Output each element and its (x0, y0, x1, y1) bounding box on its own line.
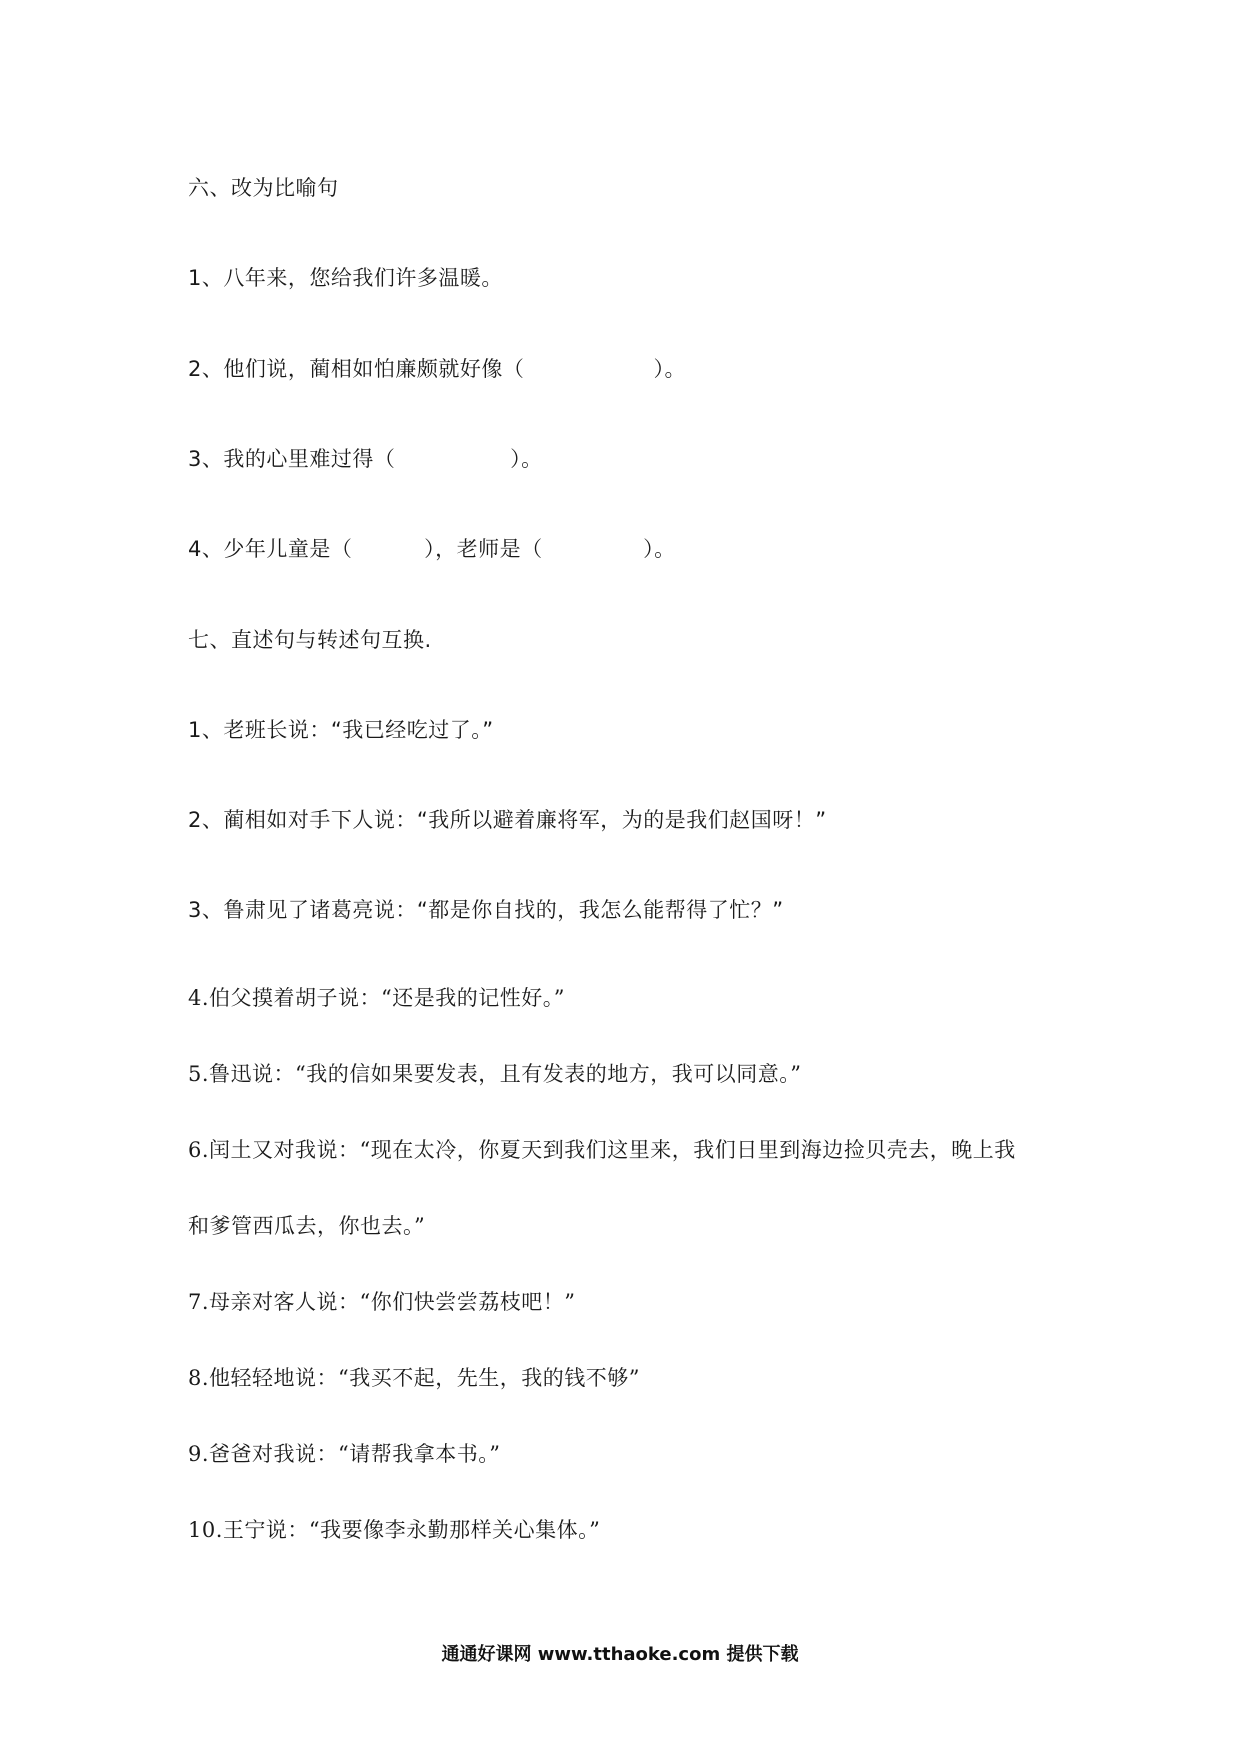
section-7-item-6-line-2: 和爹管西瓜去，你也去。” (188, 1214, 426, 1238)
section-6-item-1: 1、八年来，您给我们许多温暖。 (188, 266, 503, 290)
section-6-heading: 六、改为比喻句 (188, 176, 339, 200)
section-7-item-4: 4.伯父摸着胡子说：“还是我的记性好。” (188, 986, 566, 1010)
section-7-item-9: 9.爸爸对我说：“请帮我拿本书。” (188, 1442, 501, 1466)
section-7-item-7: 7.母亲对客人说：“你们快尝尝荔枝吧！” (188, 1290, 576, 1314)
section-6-item-4: 4、少年儿童是（ ），老师是（ ）。 (188, 537, 676, 561)
section-7-heading: 七、直述句与转述句互换. (188, 628, 432, 652)
section-7-item-10: 10.王宁说：“我要像李永勤那样关心集体。” (188, 1518, 601, 1542)
section-7-item-3: 3、鲁肃见了诸葛亮说：“都是你自找的，我怎么能帮得了忙？” (188, 898, 784, 922)
section-6-item-2: 2、他们说，蔺相如怕廉颇就好像（ ）。 (188, 357, 687, 381)
section-7-item-8: 8.他轻轻地说：“我买不起，先生，我的钱不够” (188, 1366, 641, 1390)
section-7-item-1: 1、老班长说：“我已经吃过了。” (188, 718, 494, 742)
section-7-item-5: 5.鲁迅说：“我的信如果要发表，且有发表的地方，我可以同意。” (188, 1062, 802, 1086)
section-6-item-3: 3、我的心里难过得（ ）。 (188, 447, 543, 471)
section-7-item-6-line-1: 6.闰土又对我说：“现在太冷，你夏天到我们这里来，我们日里到海边捡贝壳去，晚上我 (188, 1138, 1016, 1162)
page-footer: 通通好课网 www.tthaoke.com 提供下载 (441, 1644, 799, 1665)
section-7-item-2: 2、蔺相如对手下人说：“我所以避着廉将军，为的是我们赵国呀！” (188, 808, 827, 832)
